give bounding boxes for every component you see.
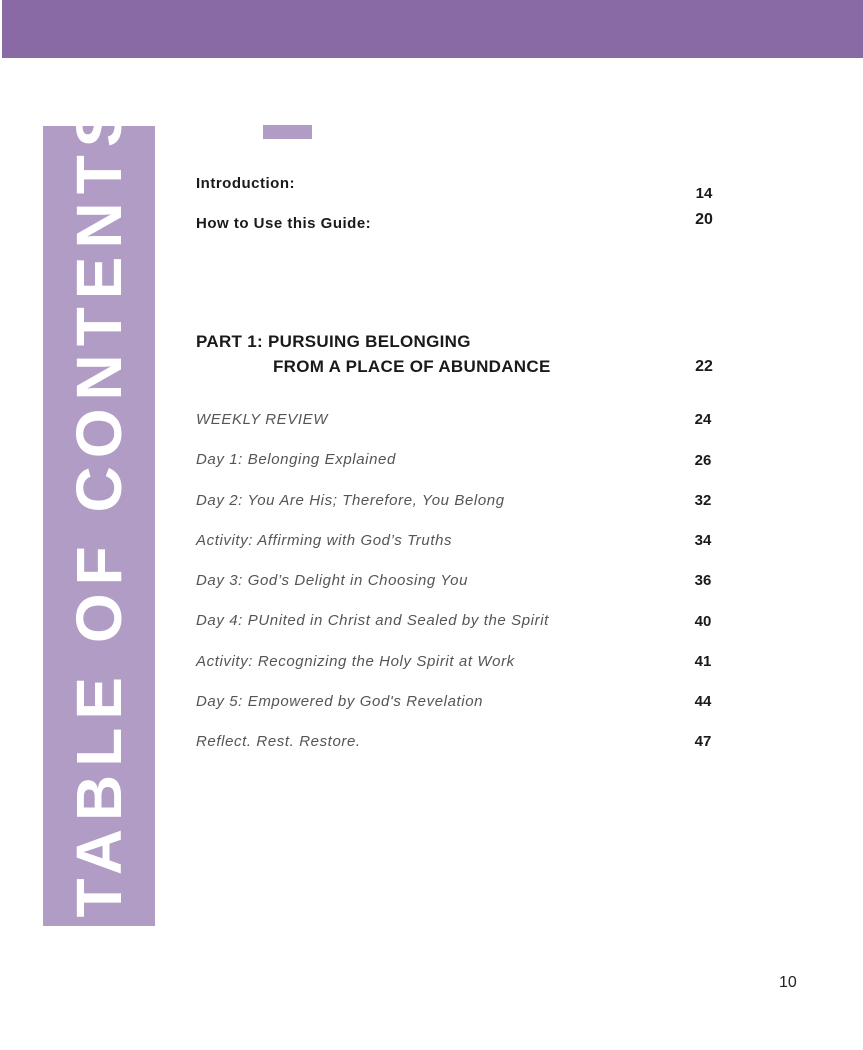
toc-page: 36 (694, 572, 712, 589)
toc-entry-how-to-use[interactable]: How to Use this Guide: (196, 215, 372, 232)
toc-page: 26 (694, 452, 712, 469)
toc-page: 32 (694, 492, 712, 509)
toc-page-introduction: 14 (695, 185, 713, 202)
toc-page: 40 (694, 613, 712, 630)
toc-page: 41 (694, 653, 712, 670)
toc-page: 47 (694, 733, 712, 750)
toc-page: 34 (694, 532, 712, 549)
part-1-heading-line2[interactable]: FROM A PLACE OF ABUNDANCE (273, 357, 551, 376)
toc-entry-day-5[interactable]: Day 5: Empowered by God's Revelation (196, 693, 484, 710)
toc-entry-day-4[interactable]: Day 4: PUnited in Christ and Sealed by the Spirit (196, 612, 549, 629)
toc-entry-introduction[interactable]: Introduction: (196, 175, 295, 192)
toc-entry-activity-affirming[interactable]: Activity: Affirming with God’s Truths (196, 532, 453, 549)
toc-entry-day-1[interactable]: Day 1: Belonging Explained (196, 451, 396, 468)
toc-page-how-to-use: 20 (695, 211, 713, 228)
accent-bar (263, 125, 312, 139)
page-number: 10 (779, 974, 797, 991)
table-of-contents-title: TABLE OF CONTENTS (63, 96, 135, 918)
toc-entry-day-3[interactable]: Day 3: God’s Delight in Choosing You (196, 572, 469, 589)
toc-entry-day-2[interactable]: Day 2: You Are His; Therefore, You Belong (196, 492, 505, 509)
part-1-page: 22 (695, 358, 713, 375)
part-1-heading-line1[interactable]: PART 1: PURSUING BELONGING (196, 332, 471, 351)
toc-page: 24 (694, 411, 712, 428)
header-bar (2, 0, 863, 58)
toc-page: 44 (694, 693, 712, 710)
toc-entry-activity-holy-spirit[interactable]: Activity: Recognizing the Holy Spirit at Work (196, 653, 515, 670)
toc-entry-weekly-review[interactable]: WEEKLY REVIEW (196, 411, 329, 428)
toc-entry-reflect[interactable]: Reflect. Rest. Restore. (196, 733, 361, 750)
